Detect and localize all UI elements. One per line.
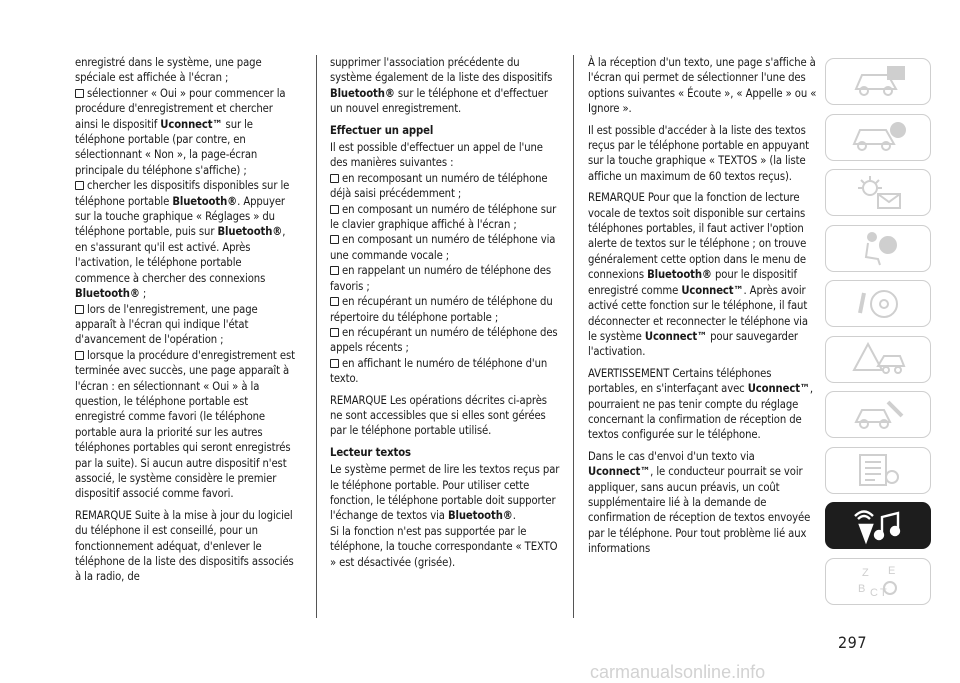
text-column-3 [588,55,818,563]
maintenance-car-icon [848,396,908,434]
alphabet-index-icon [848,562,908,600]
light-envelope-icon [848,174,908,212]
list-item: en composant un numéro de téléphone via une commande vocale ; [330,233,556,262]
checkbox-bullet-icon [330,205,339,214]
checkbox-bullet-icon [75,89,84,98]
text-column-1 [75,55,297,591]
checkbox-bullet-icon [330,235,339,244]
steering-start-icon [848,285,908,323]
multimedia-icon [848,507,908,545]
warning-car-icon [848,340,908,378]
tab-emergency[interactable] [825,336,931,383]
list-item: en récupérant un numéro de téléphone des appels récents ; [330,325,558,355]
heading-effectuer-appel: Effectuer un appel [330,123,434,137]
heading-lecteur-textos: Lecteur textos [330,445,411,459]
col3-paragraph-4: AVERTISSEMENT Certains téléphones portables, en s'interfaçant avec Uconnect™, pourraient ne pas tenir compte du réglage concernant la confirmation de réception de textos configurée sur le téléphone. [588,366,813,442]
col3-paragraph-3: REMARQUE Pour que la fonction de lecture vocale de textos soit disponible sur certains téléphones portables, il faut activer l'option alerte de textos sur le téléphone ; on trouve généralement cette option dans le menu de connexions Bluetooth® pour le dispositif enregistré comme Uconnect™. Après avoir activé cette fonction sur le téléphone, il faut déconnecter et reconnecter le téléphone via le système Uconnect™ pour sauvegarder l'activation. [588,191,808,359]
car-info-icon [848,118,908,156]
svg-text:E: E [888,565,896,577]
list-item: en récupérant un numéro de téléphone du répertoire du téléphone portable ; [330,295,553,324]
checkbox-bullet-icon [75,181,84,190]
chapter-tabs [825,58,931,613]
svg-text:C: C [870,587,878,599]
tab-maintenance[interactable] [825,391,931,438]
list-item: en recomposant un numéro de téléphone déjà saisi précédemment ; [330,171,548,201]
col1-paragraph-2: REMARQUE Suite à la mise à jour du logiciel du téléphone il est conseillé, pour un fonctionnement adéquat, d'enlever le téléphone de la liste des dispositifs associés à la radio, de [75,508,294,584]
checkbox-bullet-icon [330,328,339,337]
tab-car-info[interactable] [825,114,931,161]
tab-index[interactable] [825,558,931,605]
checkbox-bullet-icon [330,266,339,275]
list-item: en affichant le numéro de téléphone d'un texto. [330,356,548,386]
checkbox-bullet-icon [330,174,339,183]
col3-paragraph-2: Il est possible d'accéder à la liste des textos reçus par le téléphone portable en appuyant sur la touche graphique « TEXTOS » (la liste affiche un maximum de 60 textos reçus). [588,123,809,183]
text-column-2 [330,55,562,576]
checkbox-bullet-icon [330,297,339,306]
tab-safety[interactable] [825,225,931,272]
col3-paragraph-1: À la réception d'un texto, une page s'affiche à l'écran qui permet de sélectionner l'une des options suivantes « Écoute », « Appelle » ou « Ignore ». [588,56,817,116]
col1-paragraph-1: enregistré dans le système, une page spéciale est affichée à l'écran ; sélectionner « Oui » pour commencer la procédure d'enregistrement et chercher ainsi le dispositif Uconnect™ sur le téléphone portable (par contre, en sélectionnant « Non », la page-écran principale du téléphone s'affiche) ; chercher les dispositifs disponibles sur le téléphone portable Bluetooth®. Appuyer sur la touche graphique « Réglages » du téléphone portable, puis sur Bluetooth®, en s'assurant qu'il est activé. Après l'activation, le téléphone portable commence à chercher des connexions Bluetooth® ; lors de l'enregistrement, une page apparaît à l'écran qui indique l'état d'avancement de l'opération ; lorsque la procédure d'enregistrement est terminée avec succès, une page apparaît à l'écran : en sélectionnant « Oui » à la question, le téléphone portable est enregistré comme favori (le téléphone portable aura la priorité sur les autres téléphones portables qui seront enregistrés par la suite). Si aucun autre dispositif n'est associé, le système considère le premier dispositif associé comme favori. [75,56,295,501]
airbag-passenger-icon [848,229,908,267]
tab-technical-specs[interactable] [825,447,931,494]
tab-multimedia[interactable] [825,502,931,549]
car-dashboard-icon [848,63,908,101]
tab-lights[interactable] [825,169,931,216]
column-divider [316,55,317,618]
list-item: en rappelant un numéro de téléphone des favoris ; [330,264,552,293]
col2-paragraph-5: Si la fonction n'est pas supportée par le téléphone, la touche correspondante « TEXTO » est désactivée (grisée). [330,524,558,569]
svg-text:Z: Z [862,567,869,579]
checkbox-bullet-icon [330,359,339,368]
call-methods-list [330,171,562,387]
specs-list-icon [848,451,908,489]
col3-paragraph-5: Dans le cas d'envoi d'un texto via Uconnect™, le conducteur pourrait se voir appliquer, sans aucun préavis, un coût supplémentaire lié à la demande de confirmation de réception de textos envoyée par le téléphone. Pour tout problème lié aux informations [588,449,811,556]
col2-paragraph-2: Il est possible d'effectuer un appel de l'une des manières suivantes : [330,141,543,170]
list-item: en composant un numéro de téléphone sur le clavier graphique affiché à l'écran ; [330,202,557,232]
tab-starting-driving[interactable] [825,280,931,327]
watermark: carmanualsonline.info [590,662,766,682]
col2-paragraph-3: REMARQUE Les opérations décrites ci-après ne sont accessibles que si elles sont gérées par le téléphone portable utilisé. [330,393,547,438]
svg-text:T: T [880,587,887,599]
checkbox-bullet-icon [75,351,84,360]
page-number: 297 [838,633,867,652]
col2-paragraph-1: supprimer l'association précédente du système également de la liste des dispositifs Bluetooth® sur le téléphone et d'effectuer un nouvel enregistrement. [330,56,553,116]
tab-car-dashboard[interactable] [825,58,931,105]
col2-paragraph-4: Le système permet de lire les textos reçus par le téléphone portable. Pour utiliser cette fonction, le téléphone portable doit supporter l'échange de textos via Bluetooth®. [330,463,560,523]
checkbox-bullet-icon [75,305,84,314]
svg-text:B: B [858,583,866,595]
column-divider [573,55,574,618]
